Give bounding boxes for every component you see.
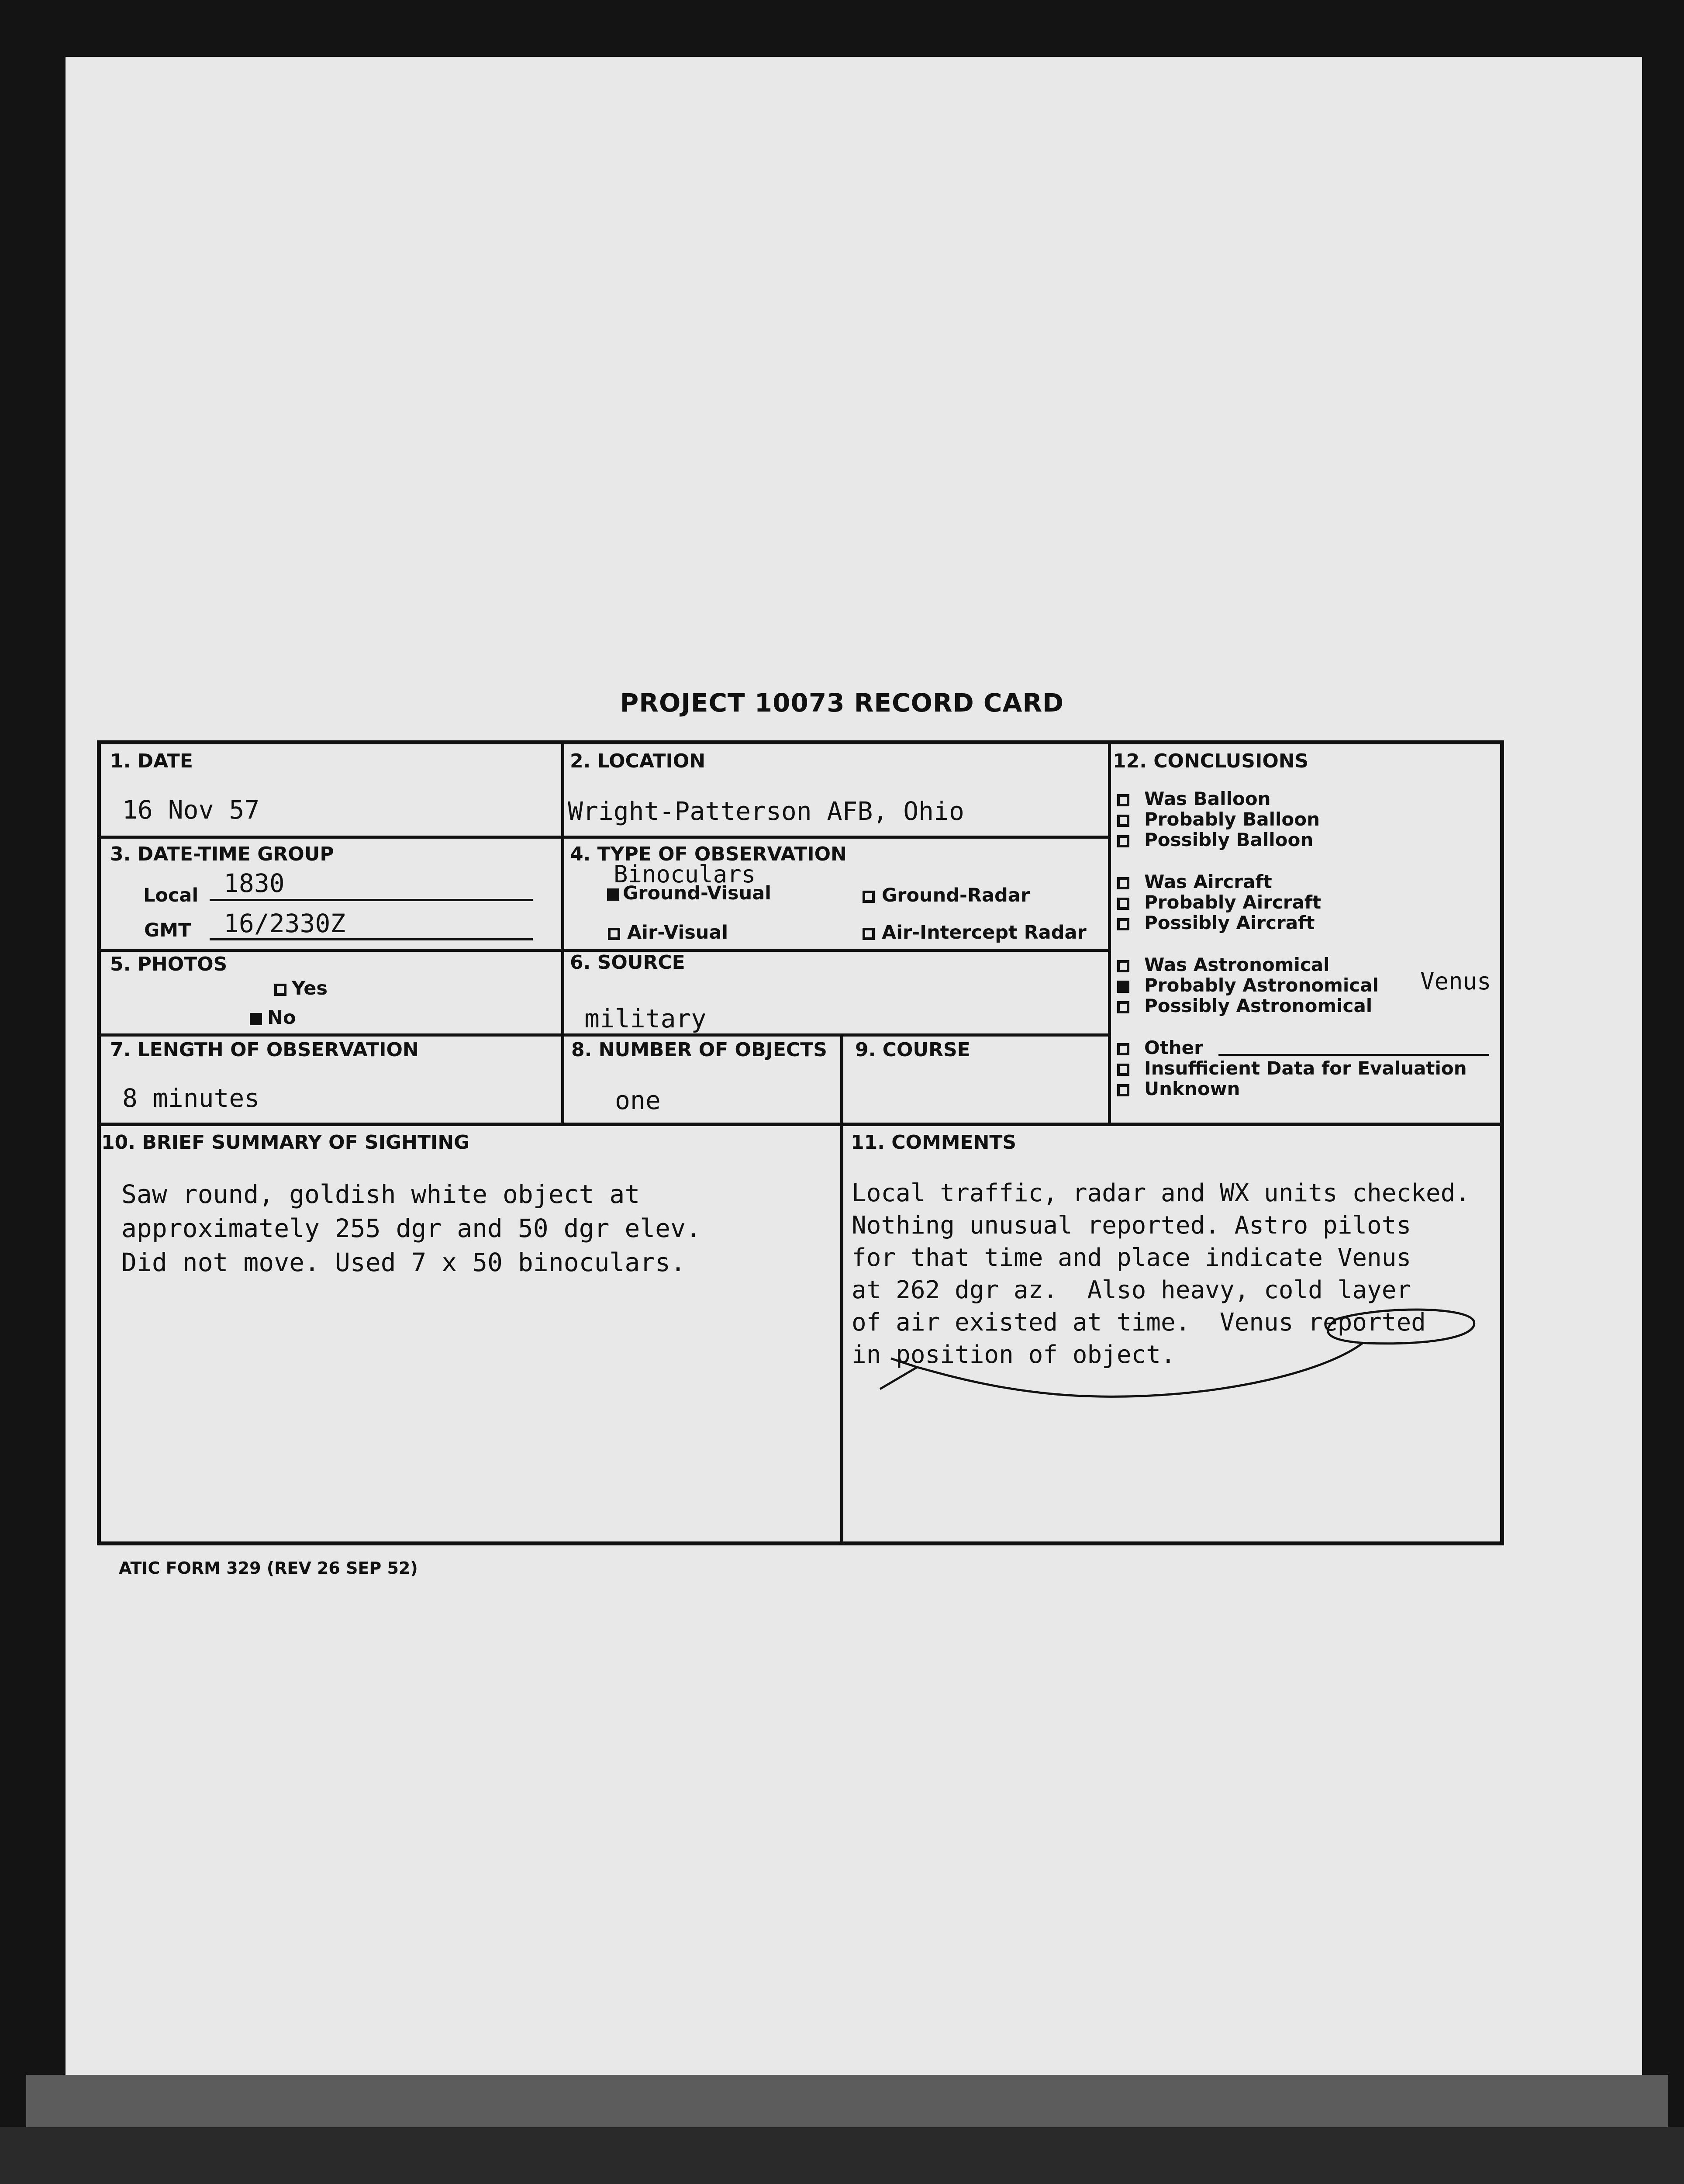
conclusions-group-1 bbox=[1117, 788, 1320, 850]
gmt-label: GMT bbox=[144, 919, 191, 941]
ground-radar-option: Ground-Radar bbox=[863, 885, 1030, 906]
gmt-underline bbox=[210, 938, 533, 940]
comments-label: 11. COMMENTS bbox=[851, 1131, 1017, 1154]
col-divider bbox=[1108, 740, 1111, 1123]
conclusion-item: Probably Aircraft bbox=[1117, 892, 1321, 912]
number-of-objects-value: one bbox=[615, 1085, 661, 1115]
local-value: 1830 bbox=[224, 868, 285, 898]
conclusion-item: Possibly Balloon bbox=[1117, 829, 1320, 850]
conclusion-item: Other bbox=[1117, 1037, 1467, 1058]
source-label: 6. SOURCE bbox=[570, 951, 685, 974]
gmt-value: 16/2330Z bbox=[224, 909, 346, 938]
photos-no-option: No bbox=[250, 1007, 296, 1029]
checkbox bbox=[1117, 794, 1129, 806]
conclusions-label: 12. CONCLUSIONS bbox=[1113, 750, 1309, 772]
conclusion-item: Probably Balloon bbox=[1117, 809, 1320, 829]
date-time-group-label: 3. DATE-TIME GROUP bbox=[110, 843, 334, 865]
checkbox bbox=[1117, 898, 1129, 910]
air-visual-option: Air-Visual bbox=[608, 922, 728, 943]
conclusion-item: Possibly Astronomical bbox=[1117, 995, 1379, 1016]
conclusion-item: Possibly Aircraft bbox=[1117, 912, 1321, 933]
checkbox bbox=[863, 891, 875, 903]
row-divider bbox=[97, 1123, 1504, 1126]
checkbox bbox=[1117, 1001, 1129, 1013]
checkbox bbox=[1117, 918, 1129, 930]
checkbox bbox=[1117, 1064, 1129, 1076]
form-id: ATIC FORM 329 (REV 26 SEP 52) bbox=[119, 1559, 418, 1578]
conclusion-item: Was Balloon bbox=[1117, 788, 1320, 809]
number-of-objects-label: 8. NUMBER OF OBJECTS bbox=[571, 1039, 827, 1061]
checkbox bbox=[1117, 1043, 1129, 1055]
brief-summary-label: 10. BRIEF SUMMARY OF SIGHTING bbox=[101, 1131, 470, 1154]
source-value: military bbox=[584, 1004, 707, 1033]
photos-label: 5. PHOTOS bbox=[110, 953, 228, 975]
card-title: PROJECT 10073 RECORD CARD bbox=[620, 688, 1064, 718]
checkbox bbox=[1117, 815, 1129, 827]
checkbox bbox=[1117, 960, 1129, 972]
location-value: Wright-Patterson AFB, Ohio bbox=[568, 796, 964, 826]
conclusions-group-2 bbox=[1117, 871, 1321, 933]
location-label: 2. LOCATION bbox=[570, 750, 706, 772]
handwritten-annotation bbox=[865, 1302, 1489, 1424]
checkbox bbox=[274, 984, 286, 996]
conclusion-note: Venus bbox=[1420, 968, 1491, 995]
conclusion-item: Insufficient Data for Evaluation bbox=[1117, 1058, 1467, 1078]
brief-summary-text: Saw round, goldish white object at approximately 255 dgr and 50 dgr elev. Did not move. Used 7 x 50 binoculars. bbox=[121, 1179, 701, 1277]
row-divider bbox=[97, 836, 1110, 839]
checkbox bbox=[1117, 877, 1129, 889]
date-value: 16 Nov 57 bbox=[122, 795, 260, 825]
checkbox bbox=[608, 928, 620, 940]
ground-visual-option: Ground-Visual bbox=[607, 882, 771, 904]
row-divider bbox=[97, 1033, 1110, 1037]
conclusion-item: Unknown bbox=[1117, 1078, 1467, 1099]
background-strip bbox=[0, 2127, 1684, 2184]
air-intercept-radar-option: Air-Intercept Radar bbox=[863, 922, 1087, 943]
other-underline bbox=[1218, 1054, 1489, 1056]
checkbox bbox=[1117, 835, 1129, 847]
binoculars-note: Binoculars bbox=[614, 860, 756, 888]
course-label: 9. COURSE bbox=[855, 1039, 970, 1061]
comments-text: Local traffic, radar and WX units checked. Nothing unusual reported. Astro pilots for that time and place indicate Venus at 262 dgr az. Also heavy, cold layer of air existed at time. Venus reported in position of object. bbox=[852, 1179, 1470, 1369]
checked-box bbox=[1117, 981, 1129, 993]
local-label: Local bbox=[143, 885, 199, 906]
checked-box bbox=[607, 888, 619, 901]
conclusion-item-checked: Probably Astronomical bbox=[1117, 975, 1379, 995]
length-of-observation-value: 8 minutes bbox=[122, 1083, 260, 1113]
local-underline bbox=[210, 899, 533, 901]
checked-box bbox=[250, 1013, 262, 1025]
conclusions-group-4 bbox=[1117, 1037, 1467, 1099]
col-divider bbox=[840, 1033, 843, 1545]
conclusion-item: Was Astronomical bbox=[1117, 954, 1379, 975]
checkbox bbox=[1117, 1084, 1129, 1096]
col-divider bbox=[561, 740, 564, 1123]
length-of-observation-label: 7. LENGTH OF OBSERVATION bbox=[110, 1039, 419, 1061]
photos-yes-option: Yes bbox=[274, 978, 328, 999]
date-label: 1. DATE bbox=[110, 750, 193, 772]
conclusion-item: Was Aircraft bbox=[1117, 871, 1321, 892]
type-of-observation-label: 4. TYPE OF OBSERVATION bbox=[570, 843, 847, 865]
paper-edge bbox=[26, 2075, 1668, 2127]
conclusions-group-3 bbox=[1117, 954, 1379, 1016]
checkbox bbox=[863, 928, 875, 940]
